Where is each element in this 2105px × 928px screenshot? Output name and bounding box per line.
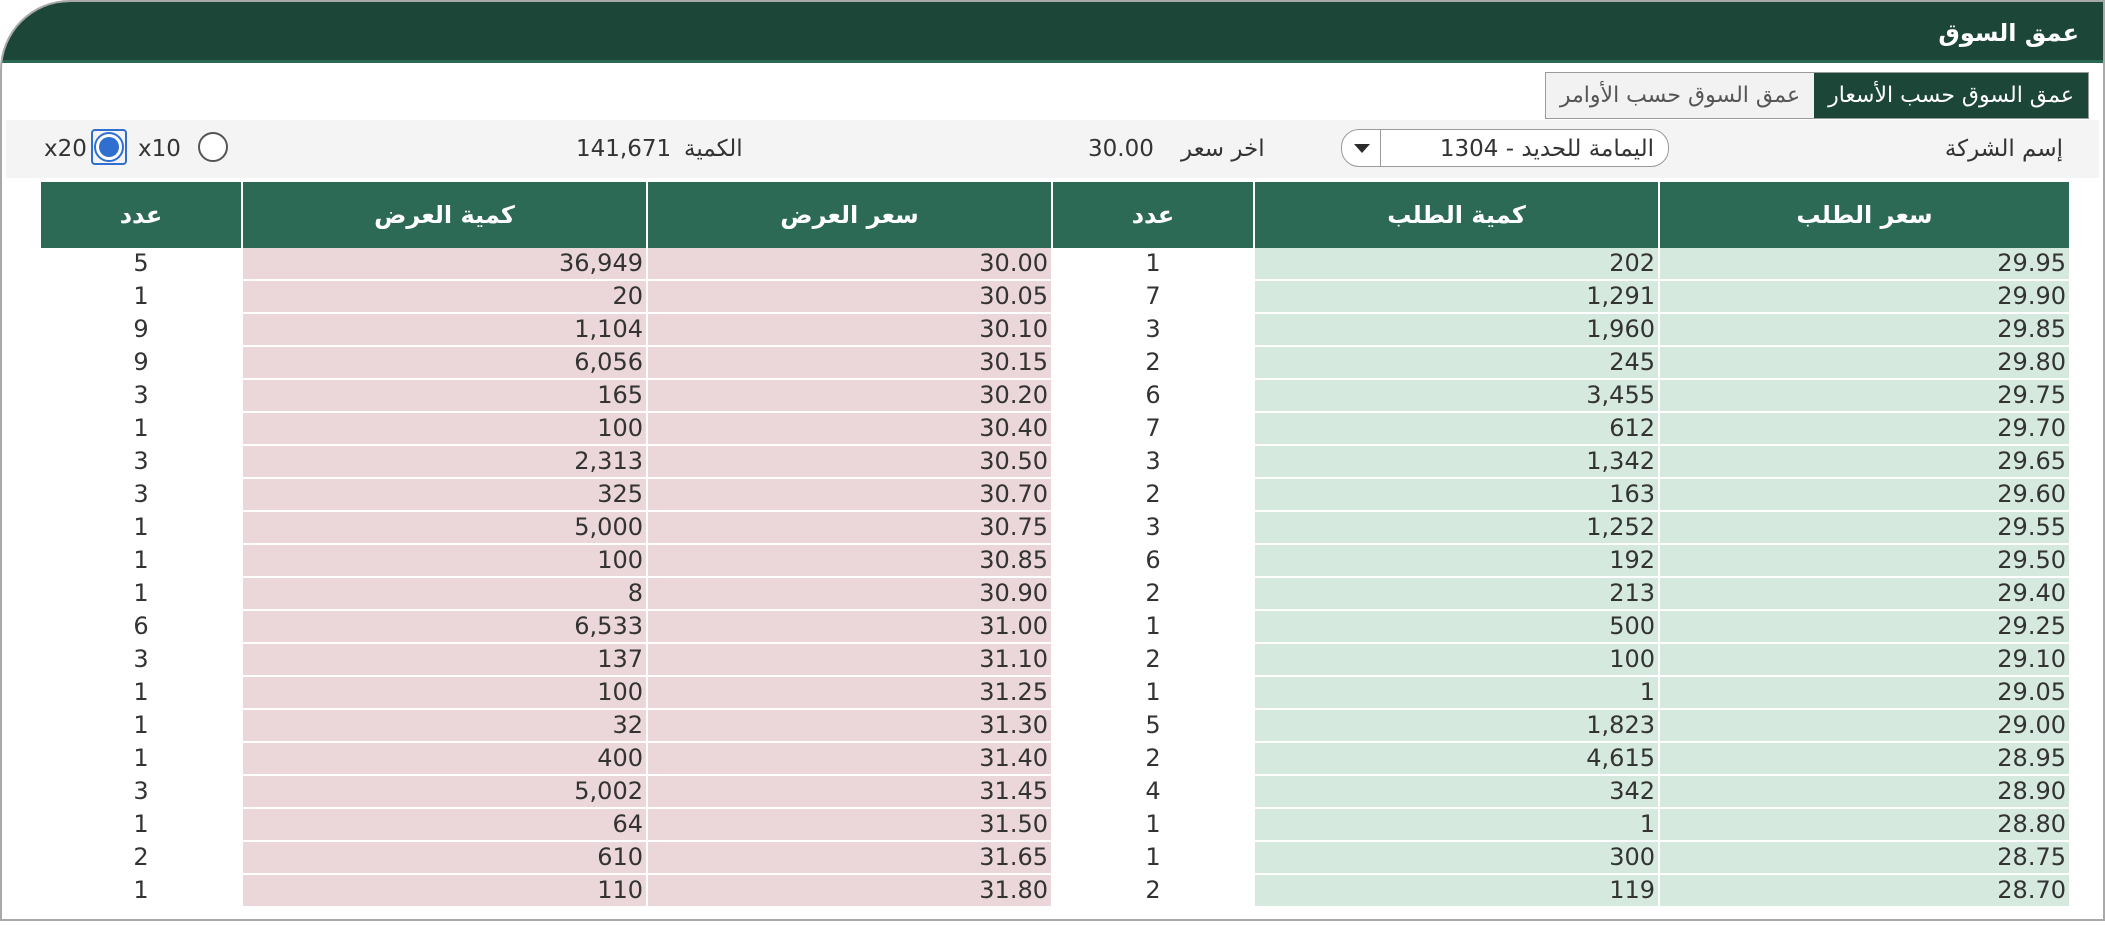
last-price-label: اخر سعر bbox=[1181, 136, 1265, 162]
ask-qty-cell: 137 bbox=[242, 643, 647, 676]
ask-count-cell: 1 bbox=[40, 808, 242, 841]
company-select[interactable] bbox=[1341, 129, 1669, 167]
bid-qty-cell: 119 bbox=[1254, 874, 1659, 907]
header-bid-qty[interactable]: كمية الطلب bbox=[1254, 182, 1659, 248]
bid-qty-cell: 612 bbox=[1254, 412, 1659, 445]
ask-qty-cell: 325 bbox=[242, 478, 647, 511]
ask-price-cell: 30.90 bbox=[647, 577, 1052, 610]
table-row[interactable] bbox=[40, 874, 2069, 907]
bid-price-cell: 28.80 bbox=[1659, 808, 2069, 841]
ask-count-cell: 3 bbox=[40, 643, 242, 676]
bid-price-cell: 29.60 bbox=[1659, 478, 2069, 511]
ask-count-cell: 3 bbox=[40, 775, 242, 808]
bid-count-cell: 4 bbox=[1052, 775, 1254, 808]
ask-price-cell: 30.40 bbox=[647, 412, 1052, 445]
bid-qty-cell: 3,455 bbox=[1254, 379, 1659, 412]
dropdown-toggle[interactable] bbox=[1342, 130, 1381, 166]
bid-count-cell: 1 bbox=[1052, 610, 1254, 643]
tab-depth-by-price[interactable]: عمق السوق حسب الأسعار bbox=[1814, 73, 2088, 118]
table-row[interactable] bbox=[40, 511, 2069, 544]
bid-qty-cell: 1,252 bbox=[1254, 511, 1659, 544]
ask-qty-cell: 110 bbox=[242, 874, 647, 907]
bid-count-cell: 6 bbox=[1052, 379, 1254, 412]
title-bar bbox=[2, 2, 2103, 63]
ask-count-cell: 1 bbox=[40, 511, 242, 544]
ask-count-cell: 1 bbox=[40, 577, 242, 610]
ask-qty-cell: 165 bbox=[242, 379, 647, 412]
radio-x20-label[interactable]: x20 bbox=[44, 136, 87, 162]
bid-price-cell: 29.50 bbox=[1659, 544, 2069, 577]
bid-price-cell: 29.75 bbox=[1659, 379, 2069, 412]
ask-price-cell: 31.80 bbox=[647, 874, 1052, 907]
bid-qty-cell: 213 bbox=[1254, 577, 1659, 610]
last-price-value: 30.00 bbox=[1088, 136, 1154, 162]
company-select-value: 1304 - اليمامة للحديد bbox=[1439, 136, 1654, 162]
table-header-row bbox=[40, 182, 2069, 248]
ask-qty-cell: 5,002 bbox=[242, 775, 647, 808]
bid-price-cell: 28.70 bbox=[1659, 874, 2069, 907]
ask-count-cell: 1 bbox=[40, 709, 242, 742]
window-title: عمق السوق bbox=[1938, 19, 2079, 47]
table-row[interactable] bbox=[40, 808, 2069, 841]
bid-qty-cell: 202 bbox=[1254, 248, 1659, 280]
radio-selected-dot-icon bbox=[99, 137, 119, 157]
ask-count-cell: 1 bbox=[40, 874, 242, 907]
radio-x10[interactable] bbox=[195, 129, 233, 167]
ask-count-cell: 3 bbox=[40, 445, 242, 478]
table-row[interactable] bbox=[40, 478, 2069, 511]
bid-price-cell: 29.55 bbox=[1659, 511, 2069, 544]
ask-count-cell: 1 bbox=[40, 742, 242, 775]
bid-price-cell: 29.05 bbox=[1659, 676, 2069, 709]
table-row[interactable] bbox=[40, 544, 2069, 577]
quantity-value: 141,671 bbox=[576, 136, 672, 162]
ask-price-cell: 30.00 bbox=[647, 248, 1052, 280]
ask-price-cell: 31.65 bbox=[647, 841, 1052, 874]
bid-count-cell: 1 bbox=[1052, 248, 1254, 280]
bid-count-cell: 2 bbox=[1052, 577, 1254, 610]
bid-price-cell: 29.40 bbox=[1659, 577, 2069, 610]
table-row[interactable] bbox=[40, 742, 2069, 775]
table-row[interactable] bbox=[40, 577, 2069, 610]
quantity-label: الكمية bbox=[684, 136, 743, 162]
bid-count-cell: 3 bbox=[1052, 511, 1254, 544]
chevron-down-icon bbox=[1354, 144, 1370, 153]
ask-price-cell: 30.70 bbox=[647, 478, 1052, 511]
bid-qty-cell: 192 bbox=[1254, 544, 1659, 577]
ask-qty-cell: 1,104 bbox=[242, 313, 647, 346]
table-row[interactable] bbox=[40, 313, 2069, 346]
bid-qty-cell: 1,291 bbox=[1254, 280, 1659, 313]
table-row[interactable] bbox=[40, 445, 2069, 478]
bid-price-cell: 29.70 bbox=[1659, 412, 2069, 445]
table-row[interactable] bbox=[40, 379, 2069, 412]
ask-count-cell: 1 bbox=[40, 676, 242, 709]
ask-count-cell: 1 bbox=[40, 544, 242, 577]
ask-price-cell: 31.45 bbox=[647, 775, 1052, 808]
ask-count-cell: 2 bbox=[40, 841, 242, 874]
ask-qty-cell: 32 bbox=[242, 709, 647, 742]
bid-price-cell: 29.65 bbox=[1659, 445, 2069, 478]
ask-count-cell: 5 bbox=[40, 248, 242, 280]
ask-qty-cell: 100 bbox=[242, 676, 647, 709]
bid-price-cell: 29.25 bbox=[1659, 610, 2069, 643]
table-row[interactable] bbox=[40, 248, 2069, 280]
bid-count-cell: 2 bbox=[1052, 742, 1254, 775]
radio-x20[interactable] bbox=[91, 129, 129, 167]
header-ask-count[interactable]: عدد bbox=[40, 182, 242, 248]
bid-price-cell: 29.10 bbox=[1659, 643, 2069, 676]
bid-count-cell: 1 bbox=[1052, 841, 1254, 874]
tab-depth-by-orders[interactable]: عمق السوق حسب الأوامر bbox=[1546, 73, 1814, 118]
bid-qty-cell: 342 bbox=[1254, 775, 1659, 808]
bid-count-cell: 7 bbox=[1052, 280, 1254, 313]
table-row[interactable] bbox=[40, 412, 2069, 445]
ask-price-cell: 31.25 bbox=[647, 676, 1052, 709]
ask-qty-cell: 610 bbox=[242, 841, 647, 874]
order-book-body bbox=[40, 248, 2069, 907]
bid-qty-cell: 100 bbox=[1254, 643, 1659, 676]
ask-price-cell: 31.40 bbox=[647, 742, 1052, 775]
bid-qty-cell: 500 bbox=[1254, 610, 1659, 643]
bid-qty-cell: 1,342 bbox=[1254, 445, 1659, 478]
bid-count-cell: 3 bbox=[1052, 313, 1254, 346]
header-bid-price[interactable]: سعر الطلب bbox=[1659, 182, 2069, 248]
header-ask-price[interactable]: سعر العرض bbox=[647, 182, 1052, 248]
toolbar bbox=[6, 120, 2099, 178]
bid-qty-cell: 163 bbox=[1254, 478, 1659, 511]
bid-price-cell: 28.90 bbox=[1659, 775, 2069, 808]
ask-price-cell: 31.50 bbox=[647, 808, 1052, 841]
bid-price-cell: 29.95 bbox=[1659, 248, 2069, 280]
ask-qty-cell: 100 bbox=[242, 544, 647, 577]
ask-qty-cell: 5,000 bbox=[242, 511, 647, 544]
bid-count-cell: 2 bbox=[1052, 643, 1254, 676]
bid-price-cell: 29.90 bbox=[1659, 280, 2069, 313]
table-row[interactable] bbox=[40, 676, 2069, 709]
ask-price-cell: 30.85 bbox=[647, 544, 1052, 577]
ask-price-cell: 30.10 bbox=[647, 313, 1052, 346]
ask-price-cell: 30.20 bbox=[647, 379, 1052, 412]
ask-count-cell: 9 bbox=[40, 313, 242, 346]
bid-price-cell: 29.00 bbox=[1659, 709, 2069, 742]
ask-qty-cell: 36,949 bbox=[242, 248, 647, 280]
bid-count-cell: 3 bbox=[1052, 445, 1254, 478]
bid-count-cell: 5 bbox=[1052, 709, 1254, 742]
ask-count-cell: 6 bbox=[40, 610, 242, 643]
bid-qty-cell: 245 bbox=[1254, 346, 1659, 379]
company-label: إسم الشركة bbox=[1944, 136, 2063, 162]
bid-qty-cell: 1 bbox=[1254, 808, 1659, 841]
bid-qty-cell: 1 bbox=[1254, 676, 1659, 709]
table-row[interactable] bbox=[40, 610, 2069, 643]
order-book-table bbox=[39, 182, 2069, 908]
table-row[interactable] bbox=[40, 643, 2069, 676]
bid-qty-cell: 4,615 bbox=[1254, 742, 1659, 775]
bid-price-cell: 28.75 bbox=[1659, 841, 2069, 874]
ask-price-cell: 30.75 bbox=[647, 511, 1052, 544]
bid-count-cell: 2 bbox=[1052, 346, 1254, 379]
table-row[interactable] bbox=[40, 346, 2069, 379]
ask-price-cell: 30.15 bbox=[647, 346, 1052, 379]
table-row[interactable] bbox=[40, 280, 2069, 313]
header-ask-qty[interactable]: كمية العرض bbox=[242, 182, 647, 248]
ask-qty-cell: 2,313 bbox=[242, 445, 647, 478]
ask-qty-cell: 100 bbox=[242, 412, 647, 445]
bid-qty-cell: 1,960 bbox=[1254, 313, 1659, 346]
bid-price-cell: 28.95 bbox=[1659, 742, 2069, 775]
ask-price-cell: 31.30 bbox=[647, 709, 1052, 742]
bid-count-cell: 7 bbox=[1052, 412, 1254, 445]
ask-count-cell: 1 bbox=[40, 412, 242, 445]
ask-price-cell: 30.50 bbox=[647, 445, 1052, 478]
ask-price-cell: 31.00 bbox=[647, 610, 1052, 643]
bid-count-cell: 2 bbox=[1052, 874, 1254, 907]
bid-price-cell: 29.80 bbox=[1659, 346, 2069, 379]
ask-qty-cell: 8 bbox=[242, 577, 647, 610]
ask-qty-cell: 6,533 bbox=[242, 610, 647, 643]
ask-count-cell: 3 bbox=[40, 478, 242, 511]
bid-count-cell: 2 bbox=[1052, 478, 1254, 511]
ask-qty-cell: 64 bbox=[242, 808, 647, 841]
bid-price-cell: 29.85 bbox=[1659, 313, 2069, 346]
ask-price-cell: 31.10 bbox=[647, 643, 1052, 676]
header-bid-count[interactable]: عدد bbox=[1052, 182, 1254, 248]
radio-circle-icon bbox=[198, 132, 228, 162]
ask-count-cell: 3 bbox=[40, 379, 242, 412]
bid-count-cell: 1 bbox=[1052, 808, 1254, 841]
bid-count-cell: 1 bbox=[1052, 676, 1254, 709]
ask-count-cell: 1 bbox=[40, 280, 242, 313]
ask-price-cell: 30.05 bbox=[647, 280, 1052, 313]
bid-count-cell: 6 bbox=[1052, 544, 1254, 577]
table-row[interactable] bbox=[40, 841, 2069, 874]
view-tabs bbox=[1545, 72, 2089, 119]
table-row[interactable] bbox=[40, 709, 2069, 742]
ask-qty-cell: 20 bbox=[242, 280, 647, 313]
bid-qty-cell: 300 bbox=[1254, 841, 1659, 874]
ask-qty-cell: 6,056 bbox=[242, 346, 647, 379]
table-row[interactable] bbox=[40, 775, 2069, 808]
radio-x10-label[interactable]: x10 bbox=[138, 136, 181, 162]
ask-qty-cell: 400 bbox=[242, 742, 647, 775]
bid-qty-cell: 1,823 bbox=[1254, 709, 1659, 742]
ask-count-cell: 9 bbox=[40, 346, 242, 379]
